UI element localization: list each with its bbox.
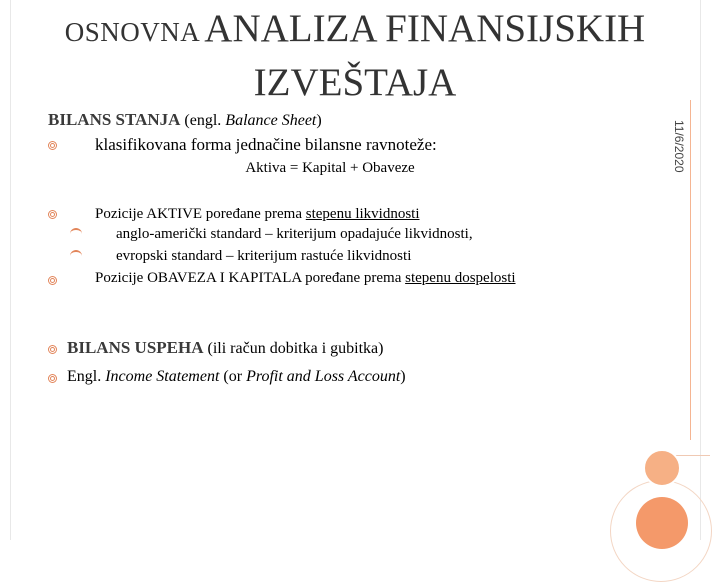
balance-heading-paren-close: ) xyxy=(316,112,322,129)
decorative-circle-small xyxy=(643,449,681,487)
bullet-icon xyxy=(48,210,57,219)
income-english-mid: (or xyxy=(219,368,247,385)
assets-line xyxy=(95,204,420,224)
income-english-line xyxy=(67,367,406,387)
decorative-circle-large xyxy=(636,497,688,549)
sub-bullet-icon xyxy=(70,228,82,240)
income-english-italic-1: Income Statement xyxy=(105,368,220,385)
income-heading-rest: (ili račun dobitka i gubitka) xyxy=(203,340,384,357)
bullet-icon xyxy=(48,345,57,354)
page-title xyxy=(40,6,670,106)
income-english-pre: Engl. xyxy=(67,368,106,385)
balance-heading-bold: BILANS STANJA xyxy=(48,110,181,129)
assets-line-pre: Pozicije AKTIVE poređane prema xyxy=(95,206,306,222)
balance-heading xyxy=(48,110,322,131)
bullet-icon xyxy=(48,276,57,285)
balance-heading-paren-open: (engl. xyxy=(184,112,226,129)
anglo-line: anglo-američki standard – kriterijum opadajuće likvidnosti, xyxy=(116,226,473,242)
title-analiza: ANALIZA FINANSIJSKIH xyxy=(204,7,646,50)
title-izvestaja: IZVEŠTAJA xyxy=(253,61,457,104)
income-english-italic-2: Profit and Loss Account xyxy=(246,368,401,385)
slide-date: 11/6/2020 xyxy=(672,119,686,173)
balance-line1: klasifikovana forma jednačine bilansne ravnoteže: xyxy=(95,135,437,154)
balance-heading-italic: Balance Sheet xyxy=(225,112,317,129)
liabilities-line-pre: Pozicije OBAVEZA I KAPITALA poređane prema xyxy=(95,270,406,286)
euro-line: evropski standard – kriterijum rastuće likvidnosti xyxy=(116,248,412,264)
assets-line-underlined: stepenu likvidnosti xyxy=(305,206,420,222)
bullet-icon xyxy=(48,374,57,383)
sub-bullet-icon xyxy=(70,250,82,262)
left-border-line xyxy=(10,0,11,540)
income-english-post: ) xyxy=(400,368,406,385)
liabilities-line-underlined: stepenu dospelosti xyxy=(405,270,516,286)
date-divider-line xyxy=(690,100,691,440)
income-heading xyxy=(67,338,383,359)
right-border-line xyxy=(700,0,701,540)
title-osnovna: OSNOVNA xyxy=(64,17,201,47)
liabilities-line xyxy=(95,268,516,288)
income-heading-bold: BILANS USPEHA xyxy=(67,338,204,357)
bullet-icon xyxy=(48,141,57,150)
balance-equation: Aktiva = Kapital + Obaveze xyxy=(245,160,415,176)
